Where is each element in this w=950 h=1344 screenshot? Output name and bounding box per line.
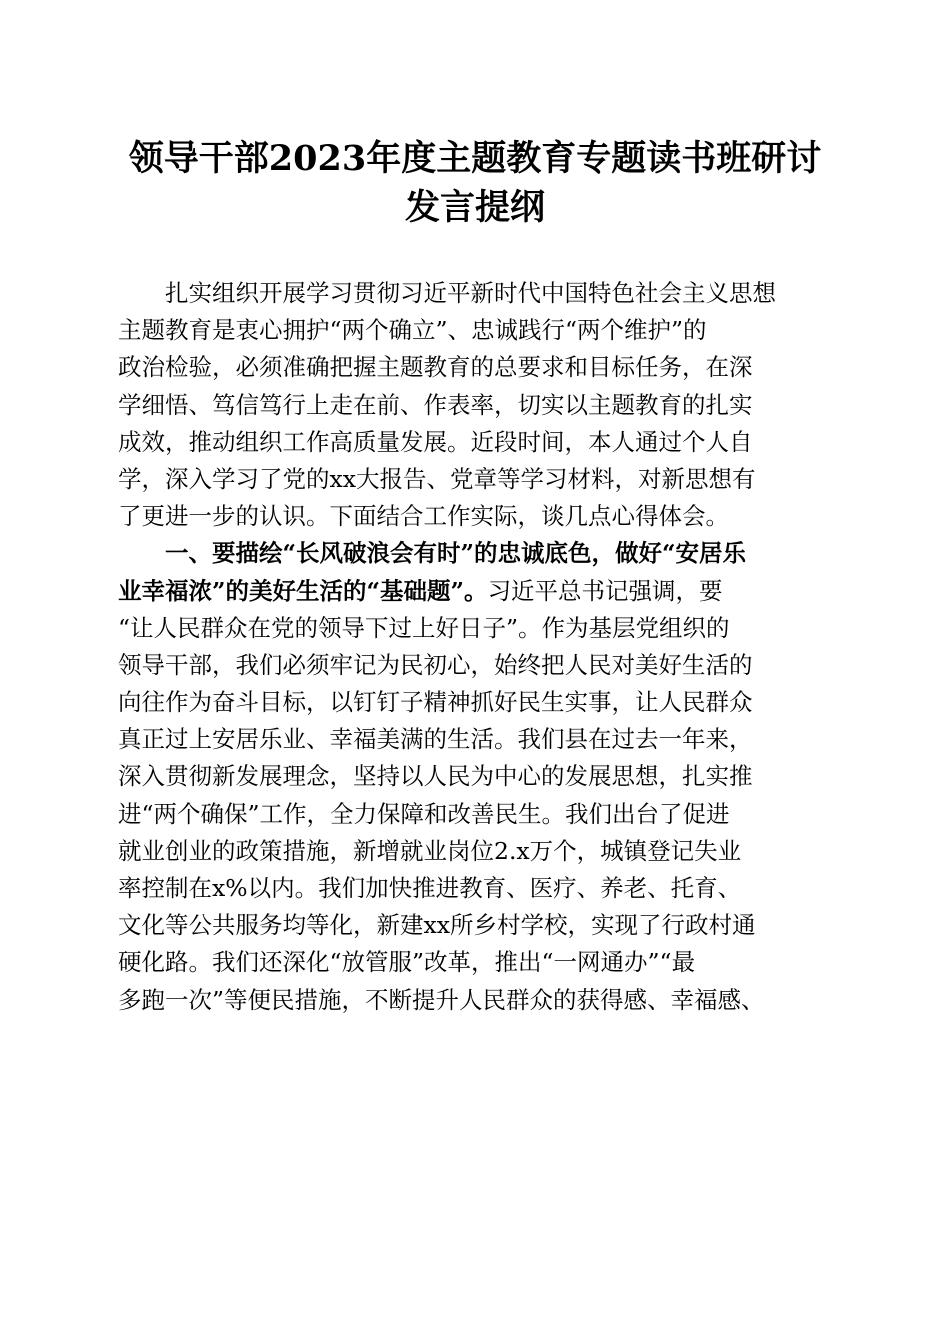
paragraph-intro: [118, 275, 838, 535]
section-heading-end: 业幸福浓”的美好生活的“基础题”。: [118, 576, 488, 605]
text-line: 就业创业的政策措施，新增就业岗位2.x万个，城镇登记失业: [118, 836, 742, 865]
text-line: 向往作为奋斗目标，以钉钉子精神抓好民生实事，让人民群众: [118, 688, 753, 717]
section-text-start: 习近平总书记强调，要: [487, 576, 723, 605]
text-line: 扎实组织开展学习贯彻习近平新时代中国特色社会主义思想: [165, 279, 776, 307]
text-line: 政治检验，必须准确把握主题教育的总要求和目标任务，在深: [118, 353, 753, 382]
text-line: 学细悟、笃信笃行上走在前、作表率，切实以主题教育的扎实: [118, 390, 753, 419]
section-heading-line: 一、要描绘“长风破浪会有时”的忠诚底色，做好“安居乐: [165, 539, 747, 568]
text-line: 深入贯彻新发展理念，坚持以人民为中心的发展思想，扎实推: [118, 762, 753, 791]
text-line: 领导干部，我们必须牢记为民初心，始终把人民对美好生活的: [118, 650, 753, 679]
text-line: 主题教育是衷心拥护“两个确立”、忠诚践行“两个维护”的: [118, 316, 707, 345]
text-line: 真正过上安居乐业、幸福美满的生活。我们县在过去一年来，: [118, 725, 753, 754]
title-line-2: 发言提纲: [404, 187, 545, 228]
text-line: 进“两个确保”工作，全力保障和改善民生。我们出台了促进: [118, 799, 730, 828]
document-body: [118, 275, 838, 1019]
text-line: 文化等公共服务均等化，新建xx所乡村学校，实现了行政村通: [118, 911, 756, 940]
text-line: 了更进一步的认识。下面结合工作实际，谈几点心得体会。: [118, 502, 729, 531]
text-line: 学，深入学习了党的xx大报告、党章等学习材料，对新思想有: [118, 464, 756, 493]
title-line-1: 领导干部2023年度主题教育专题读书班研讨: [128, 138, 822, 179]
text-line: 多跑一次”等便民措施，不断提升人民群众的获得感、幸福感、: [118, 985, 765, 1014]
paragraph-section-one: [118, 535, 838, 1018]
text-line: “让人民群众在党的领导下过上好日子”。作为基层党组织的: [118, 613, 730, 642]
text-line: 率控制在x%以内。我们加快推进教育、医疗、养老、托育、: [118, 874, 742, 902]
text-line: 成效，推动组织工作高质量发展。近段时间，本人通过个人自: [118, 427, 753, 456]
text-line: [118, 573, 838, 610]
document-title: [100, 134, 850, 232]
text-line: 硬化路。我们还深化“放管服”改革，推出“一网通办”“最: [118, 948, 696, 977]
